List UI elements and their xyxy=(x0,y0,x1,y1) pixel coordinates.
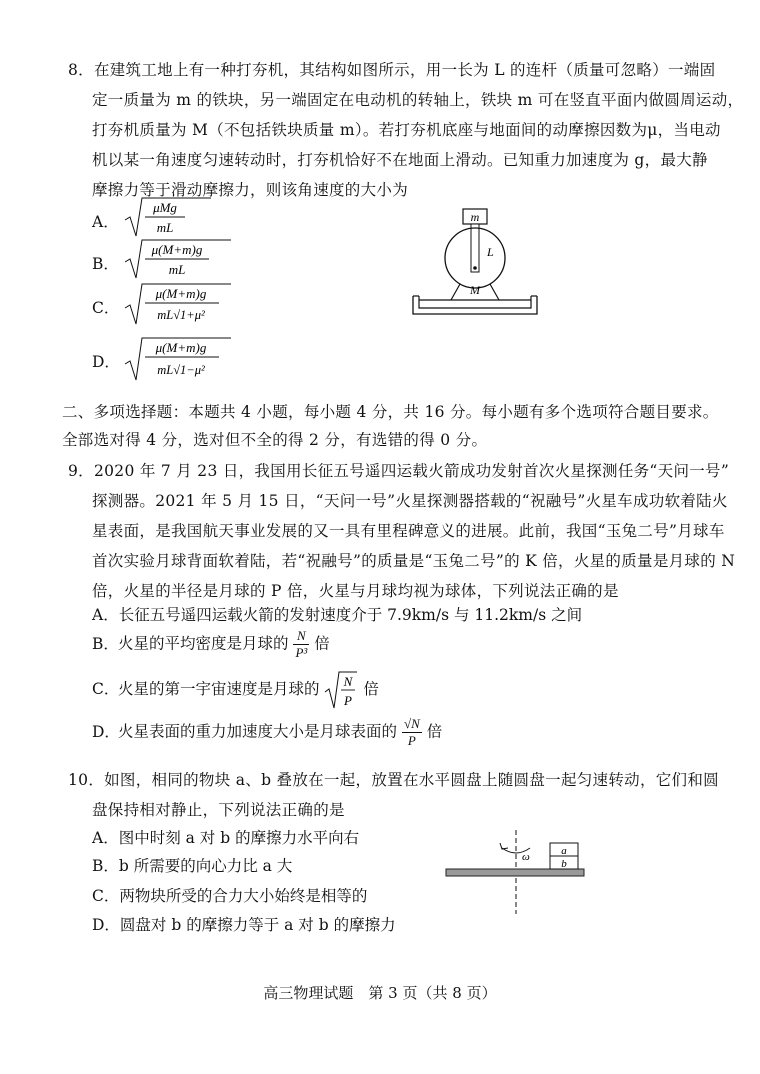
q8-option-b: B． μ(M+m)g mL xyxy=(92,238,233,280)
radical-sign-icon xyxy=(123,196,213,238)
q9-line-3: 星表面，是我国航天事业发展的又一具有里程碑意义的进展。此前，我国“玉兔二号”月球车 xyxy=(92,522,725,540)
q8-b-num: μ(M+m)g xyxy=(151,242,203,257)
q8-b-den: mL xyxy=(168,262,186,277)
block-label: m xyxy=(470,210,480,224)
q9-line-2: 探测器。2021 年 5 月 15 日，“天问一号”火星探测器搭载的“祝融号”火星车成功软着陆火 xyxy=(92,492,728,510)
radical-sign-icon xyxy=(324,670,358,710)
page-footer: 高三物理试题 第 3 页（共 8 页） xyxy=(263,984,497,1002)
q8-d-num: μ(M+m)g xyxy=(155,340,207,355)
q9-option-a: A．长征五号遥四运载火箭的发射速度介于 7.9km/s 与 11.2km/s 之间 xyxy=(92,606,583,624)
q8-line-1: 8．在建筑工地上有一种打夯机，其结构如图所示，用一长为 L 的连杆（质量可忽略）一端固 xyxy=(68,61,716,79)
q9-b-num: N xyxy=(293,628,309,645)
q8-a-den: mL xyxy=(156,220,174,235)
q9-d-den: P xyxy=(407,733,416,748)
q8-line-4: 机以某一角速度匀速转动时，打夯机恰好不在地面上滑动。已知重力加速度为 g，最大静 xyxy=(92,151,708,169)
svg-text:N: N xyxy=(344,674,353,689)
disk xyxy=(446,869,584,876)
q9-option-c: C．火星的第一宇宙速度是月球的 N P 倍 xyxy=(92,670,379,710)
q10-option-c: C．两物块所受的合力大小始终是相等的 xyxy=(92,887,368,905)
section2-line-1: 二、多项选择题：本题共 4 小题，每小题 4 分，共 16 分。每小题有多个选项符合题目要求。 xyxy=(62,403,719,421)
q9-line-1: 9．2020 年 7 月 23 日，我国用长征五号遥四运载火箭成功发射首次火星探测任务“天问一号” xyxy=(68,462,730,480)
q10-line-2: 盘保持相对静止，下列说法正确的是 xyxy=(92,801,345,819)
q8-line-3: 打夯机质量为 M（不包括铁块质量 m）。若打夯机底座与地面间的动摩擦因数为μ，当电动 xyxy=(92,121,721,139)
q9-option-b: B．火星的平均密度是月球的 $\frac{N}{\text{P³}}$ 倍 xyxy=(92,628,330,660)
q10-line-1: 10．如图，相同的物块 a、b 叠放在一起，放置在水平圆盘上随圆盘一起匀速转动，它们和圆 xyxy=(68,771,719,789)
rotating-disk-figure xyxy=(440,828,590,918)
block-b-label: b xyxy=(561,858,567,870)
q9-option-d: D．火星表面的重力加速度大小是月球表面的 $\frac{√N}{P}$ 倍 xyxy=(92,716,443,748)
motor-label: M xyxy=(470,283,480,297)
svg-text:P: P xyxy=(344,693,353,708)
q8-option-a: A． μMg mL xyxy=(92,196,213,238)
q9-b-den: P³ xyxy=(295,645,308,660)
q8-c-num: μ(M+m)g xyxy=(155,286,207,301)
radical-sign-icon xyxy=(123,238,233,280)
section2-line-2: 全部选对得 4 分，选对但不全的得 2 分，有选错的得 0 分。 xyxy=(62,431,488,449)
q8-d-den: mL√1−μ² xyxy=(157,363,205,377)
radical-sign-icon xyxy=(123,336,233,382)
tamping-machine-figure xyxy=(405,204,545,324)
q9-line-4: 首次实验月球背面软着陆，若“祝融号”的质量是“玉兔二号”的 K 倍，火星的质量是月球的 N xyxy=(92,552,736,570)
base-outline xyxy=(413,296,537,314)
axle-point xyxy=(473,266,477,270)
q10-option-a: A．图中时刻 a 对 b 的摩擦力水平向右 xyxy=(92,829,360,847)
q8-line-2: 定一质量为 m 的铁块，另一端固定在电动机的转轴上，铁块 m 可在竖直平面内做圆周运动， xyxy=(92,91,744,109)
q10-option-d: D．圆盘对 b 的摩擦力等于 a 对 b 的摩擦力 xyxy=(92,916,396,934)
connecting-rod xyxy=(471,224,479,272)
q10-option-b: B．b 所需要的向心力比 a 大 xyxy=(92,857,293,875)
q8-option-c: C． μ(M+m)g mL√1+μ² xyxy=(92,282,233,326)
q8-c-den: mL√1+μ² xyxy=(157,308,205,322)
q9-d-num: √N xyxy=(403,716,420,731)
q8-a-num: μMg xyxy=(153,200,177,215)
rod-label: L xyxy=(487,245,494,259)
q8-line-5: 摩擦力等于滑动摩擦力，则该角速度的大小为 xyxy=(92,181,409,199)
q8-option-d: D． μ(M+m)g mL√1−μ² xyxy=(92,336,233,382)
radical-sign-icon xyxy=(123,282,233,326)
q9-line-5: 倍，火星的半径是月球的 P 倍，火星与月球均视为球体，下列说法正确的是 xyxy=(92,582,619,600)
omega-label: ω xyxy=(522,851,530,863)
block-a-label: a xyxy=(561,845,567,857)
